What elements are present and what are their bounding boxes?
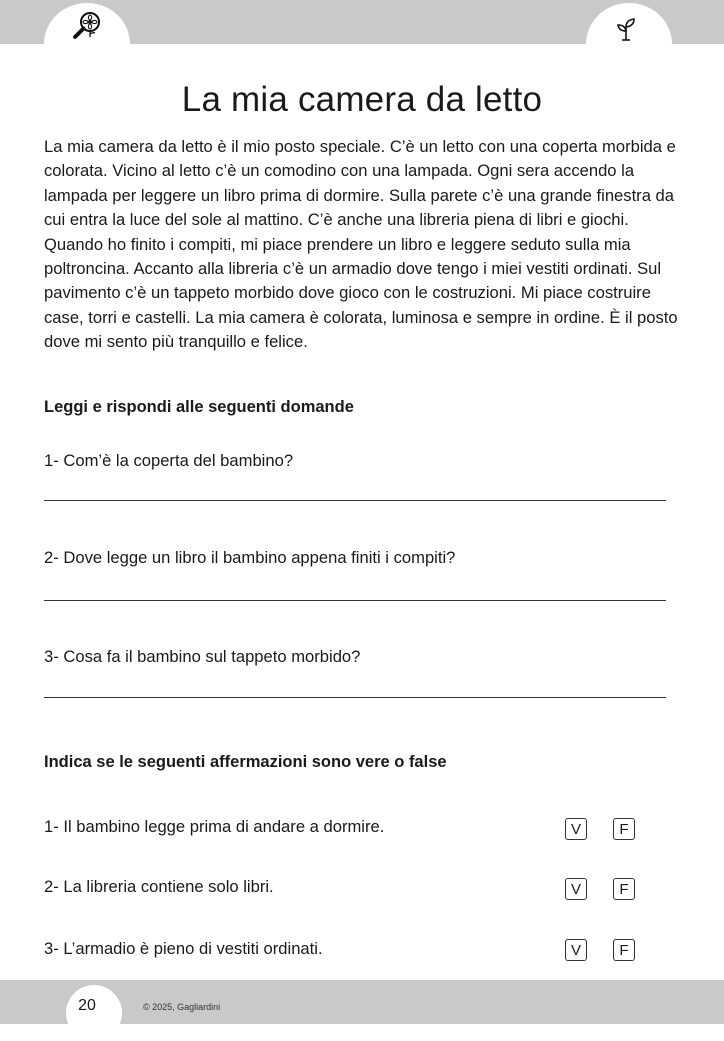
- page-title: La mia camera da letto: [181, 80, 543, 119]
- answer-line-3[interactable]: [44, 697, 666, 698]
- statement-2: 2- La libreria contiene solo libri.: [44, 877, 274, 896]
- page-number: 20: [78, 997, 96, 1014]
- true-false-heading: Indica se le seguenti affermazioni sono vere o false: [44, 753, 447, 771]
- question-1: 1- Com’è la coperta del bambino?: [44, 451, 294, 470]
- question-3: 3- Cosa fa il bambino sul tappeto morbido?: [44, 647, 361, 666]
- copyright-notice: © 2025, Gagliardini: [143, 1002, 221, 1012]
- true-box-2[interactable]: V: [565, 878, 587, 900]
- question-2: 2- Dove legge un libro il bambino appena finiti i compiti?: [44, 548, 456, 567]
- statement-1: 1- Il bambino legge prima di andare a dormire.: [44, 817, 385, 836]
- magnifier-flower-icon: [71, 10, 103, 42]
- statement-3: 3- L’armadio è pieno di vestiti ordinati.: [44, 939, 323, 958]
- answer-line-2[interactable]: [44, 600, 666, 601]
- reading-text: La mia camera da letto è il mio posto speciale. C’è un letto con una coperta morbida e colorata. Vicino al letto c’è un comodino con una lampada. Ogni sera accendo la lampada per leggere un libro prima di dormire. Sulla parete c’è una grande finestra da cui entra la luce del sole al mattino. C’è anche una libreria piena di libri e giochi. Quando ho finito i compiti, mi piace prendere un libro e leggere seduto sulla mia poltroncina. Accanto alla libreria c’è un armadio dove tengo i miei vestiti ordinati. Sul pavimento c’è un tappeto morbido dove gioco con le costruzioni. Mi piace costruire case, torri e castelli. La mia camera è colorata, luminosa e sempre in ordine. È il posto dove mi sento più tranquillo e felice.: [44, 137, 678, 352]
- false-box-3[interactable]: F: [613, 939, 635, 961]
- questions-heading: Leggi e rispondi alle seguenti domande: [44, 398, 354, 416]
- answer-line-1[interactable]: [44, 500, 666, 501]
- true-box-3[interactable]: V: [565, 939, 587, 961]
- true-box-1[interactable]: V: [565, 818, 587, 840]
- false-box-2[interactable]: F: [613, 878, 635, 900]
- sprout-icon: [613, 16, 639, 42]
- false-box-1[interactable]: F: [613, 818, 635, 840]
